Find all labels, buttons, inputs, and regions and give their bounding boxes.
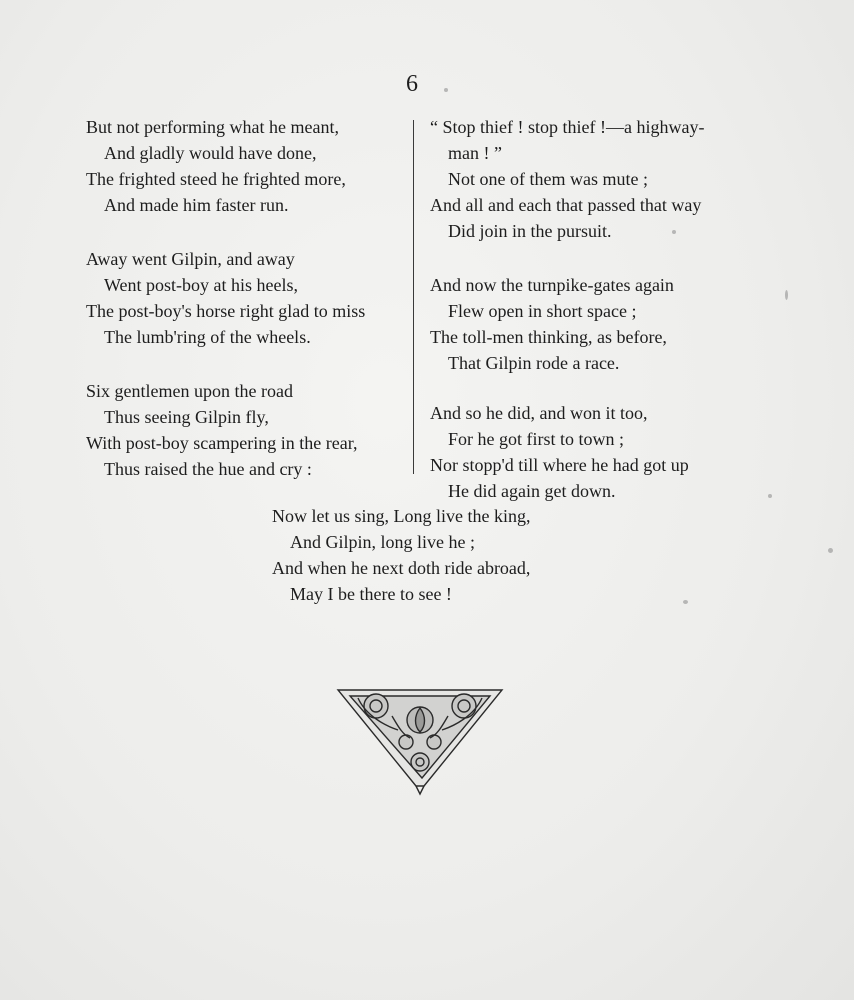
poem-line: He did again get down. — [448, 481, 616, 501]
stanza — [86, 378, 406, 482]
paper-speck — [785, 290, 788, 300]
poem-line: Not one of them was mute ; — [448, 169, 648, 189]
poem-line: Thus seeing Gilpin fly, — [104, 407, 269, 427]
poem-line: “ Stop thief ! stop thief !—a highway- — [430, 117, 705, 137]
poem-line: And Gilpin, long live he ; — [290, 532, 475, 552]
poem-line: And made him faster run. — [104, 195, 289, 215]
poem-line: With post-boy scampering in the rear, — [86, 433, 358, 453]
poem-line: Thus raised the hue and cry : — [104, 459, 312, 479]
paper-speck — [672, 230, 676, 234]
poem-line: Six gentlemen upon the road — [86, 381, 293, 401]
right-column — [430, 114, 760, 532]
poem-line: And now the turnpike-gates again — [430, 275, 674, 295]
page-number: 6 — [406, 71, 418, 97]
closing-stanza — [272, 503, 612, 607]
poem-line: The toll-men thinking, as before, — [430, 327, 667, 347]
poem-line: Now let us sing, Long live the king, — [272, 506, 531, 526]
poem-line: And so he did, and won it too, — [430, 403, 648, 423]
poem-line: And when he next doth ride abroad, — [272, 558, 531, 578]
paper-speck — [768, 494, 772, 498]
stanza — [86, 114, 406, 218]
stanza — [86, 246, 406, 350]
stanza — [430, 400, 760, 504]
poem-line: And all and each that passed that way — [430, 195, 702, 215]
poem-line: The frighted steed he frighted more, — [86, 169, 346, 189]
poem-line: For he got first to town ; — [448, 429, 624, 449]
poem-line: The lumb'ring of the wheels. — [104, 327, 311, 347]
stanza — [430, 114, 760, 244]
poem-line: Flew open in short space ; — [448, 301, 637, 321]
poem-line: Went post-boy at his heels, — [104, 275, 299, 295]
column-divider — [413, 120, 414, 474]
floral-tailpiece-icon — [336, 686, 504, 796]
poem-line: The post-boy's horse right glad to miss — [86, 301, 366, 321]
poem-line: And gladly would have done, — [104, 143, 317, 163]
paper-speck — [828, 548, 833, 553]
poem-line: That Gilpin rode a race. — [448, 353, 620, 373]
poem-line: May I be there to see ! — [290, 584, 452, 604]
stanza — [430, 272, 760, 376]
left-column — [86, 114, 406, 510]
poem-line: But not performing what he meant, — [86, 117, 339, 137]
paper-speck — [444, 88, 448, 92]
poem-line: Did join in the pursuit. — [448, 221, 612, 241]
poem-line: Away went Gilpin, and away — [86, 249, 295, 269]
paper-speck — [683, 600, 688, 604]
poem-line: Nor stopp'd till where he had got up — [430, 455, 689, 475]
poem-line: man ! ” — [448, 143, 502, 163]
